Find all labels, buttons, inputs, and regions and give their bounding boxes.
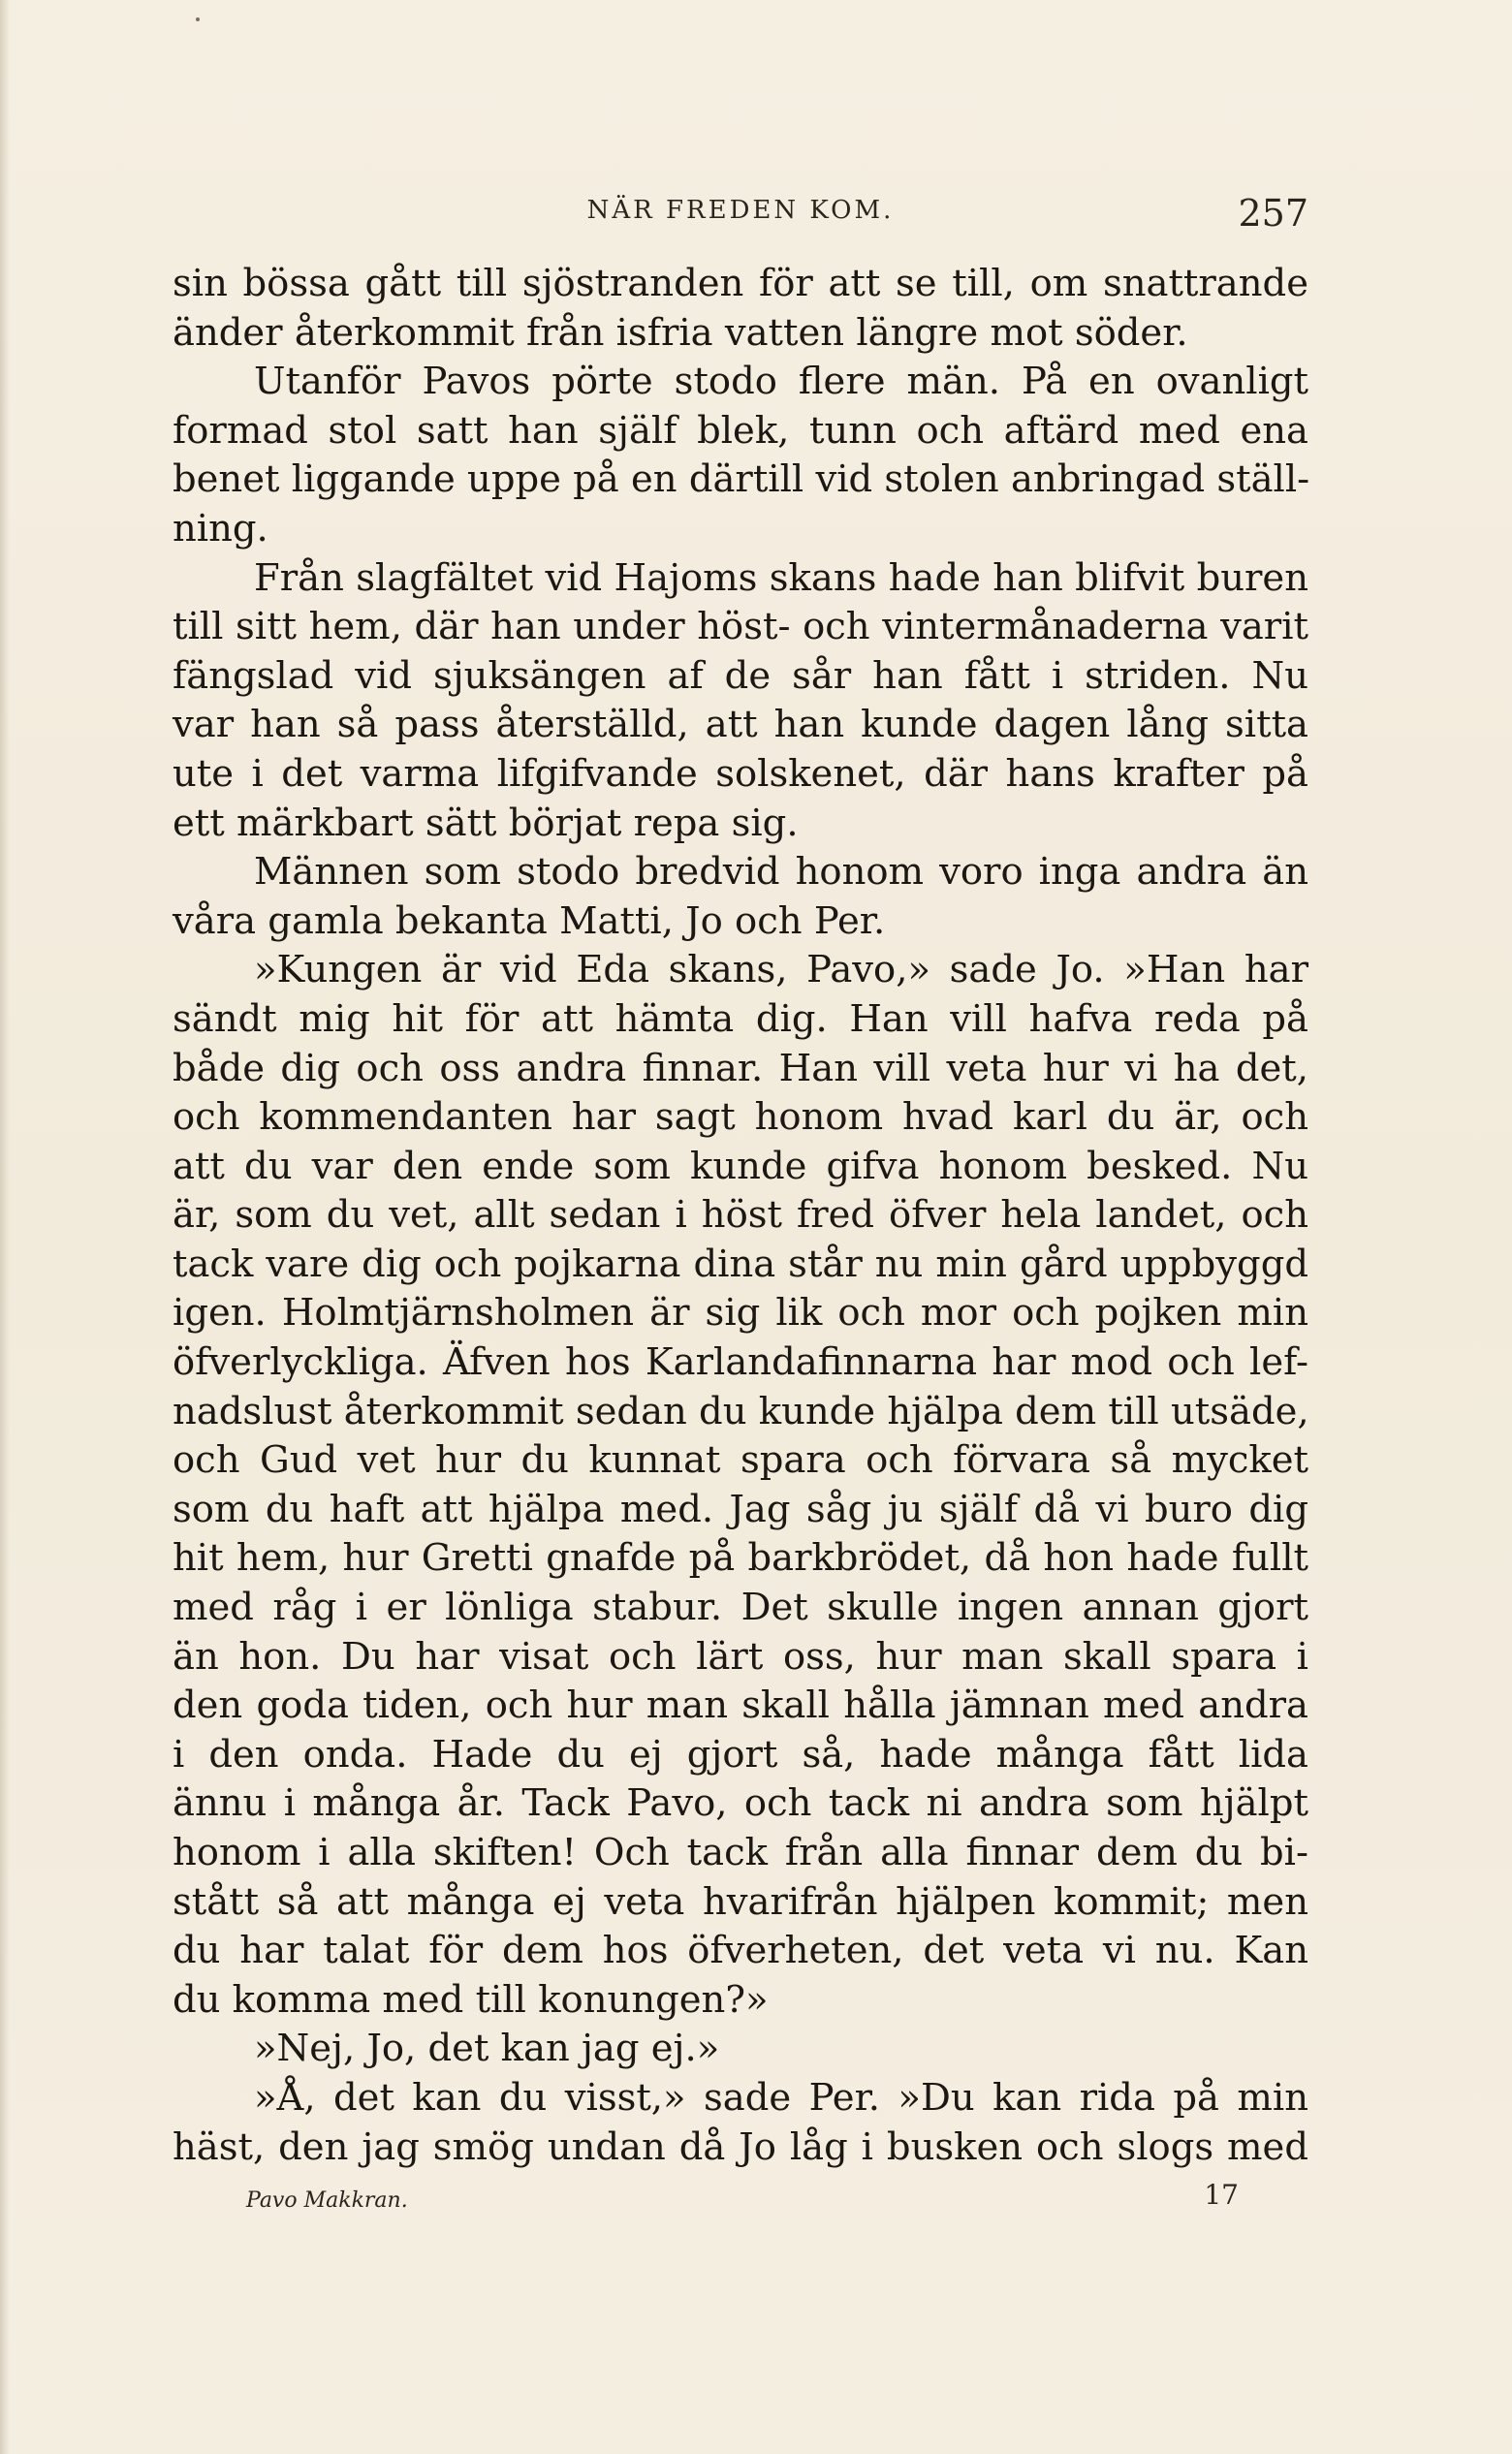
text-line: i den onda. Hade du ej gjort så, hade många fått lida [173,1732,1308,1777]
text-line: ännu i många år. Tack Pavo, och tack ni andra som hjälpt [173,1781,1308,1826]
text-line: till sitt hem, där han under höst- och vintermånaderna varit [173,605,1308,649]
text-line: än hon. Du har visat och lärt oss, hur man skall spara i [173,1634,1308,1679]
ink-speck [196,17,200,21]
text-line: ute i det varma lifgifvande solskenet, där hans krafter på [173,751,1308,796]
text-line: med råg i er lönliga stabur. Det skulle ingen annan gjort [173,1586,1308,1630]
text-line: änder återkommit från isfria vatten längre mot söder. [173,310,1188,355]
text-line: fängslad vid sjuksängen af de sår han fått i striden. Nu [173,653,1308,698]
page-footer [173,2179,1308,2218]
page-number: 257 [1238,192,1308,235]
sheet-number: 17 [1204,2179,1239,2211]
text-line: stått så att många ej veta hvarifrån hjälpen kommit; men [173,1879,1308,1924]
text-line: du har talat för dem hos öfverheten, det veta vi nu. Kan [173,1929,1308,1973]
text-line: »Å, det kan du visst,» sade Per. »Du kan rida på min [254,2075,1308,2120]
text-line: både dig och oss andra finnar. Han vill veta hur vi ha det, [173,1046,1308,1090]
text-line: våra gamla bekanta Matti, Jo och Per. [173,898,886,943]
text-line: du komma med till konungen?» [173,1977,769,2022]
text-line: igen. Holmtjärnsholmen är sig lik och mor och pojken min [173,1291,1308,1336]
text-line: nadslust återkommit sedan du kunde hjälpa dem till utsäde, [173,1389,1309,1433]
text-line: häst, den jag smög undan då Jo låg i busken och slogs med [173,2124,1308,2169]
body-text [173,260,1308,2172]
text-line: ning. [173,506,268,551]
text-line: Männen som stodo bredvid honom voro inga andra än [254,850,1308,895]
text-line: Från slagfältet vid Hajoms skans hade han blifvit buren [254,555,1308,600]
page-edge-shadow [0,0,10,2454]
text-line: och kommendanten har sagt honom hvad karl du är, och [173,1095,1308,1140]
page-header [173,192,1308,235]
text-line: formad stol satt han själf blek, tunn och aftärd med ena [173,408,1308,453]
text-line: den goda tiden, och hur man skall hålla jämnan med andra [173,1683,1308,1728]
text-line: benet liggande uppe på en därtill vid stolen anbringad ställ- [173,457,1310,502]
text-line: Utanför Pavos pörte stodo flere män. På en ovanligt [254,360,1308,404]
text-line: »Nej, Jo, det kan jag ej.» [254,2027,720,2071]
running-head: NÄR FREDEN KOM. [586,196,895,225]
text-line: ett märkbart sätt börjat repa sig. [173,801,799,845]
text-line: är, som du vet, allt sedan i höst fred öfver hela landet, och [173,1193,1308,1238]
text-line: hit hem, hur Gretti gnafde på barkbrödet, då hon hade fullt [173,1536,1308,1581]
signature-mark: Pavo Makkran. [246,2188,408,2213]
text-line: öfverlyckliga. Äfven hos Karlandafinnarna har mod och lef- [173,1340,1308,1385]
text-line: att du var den ende som kunde gifva honom besked. Nu [173,1144,1308,1188]
text-line: som du haft att hjälpa med. Jag såg ju själf då vi buro dig [173,1487,1308,1531]
text-line: sändt mig hit för att hämta dig. Han vill hafva reda på [173,996,1308,1041]
text-line: och Gud vet hur du kunnat spara och förvara så mycket [173,1438,1308,1483]
text-line: tack vare dig och pojkarna dina står nu min gård uppbyggd [173,1242,1308,1286]
text-line: sin bössa gått till sjöstranden för att se till, om snattrande [173,262,1308,305]
text-line: honom i alla skiften! Och tack från alla finnar dem du bi- [173,1831,1308,1874]
text-line: var han så pass återställd, att han kunde dagen lång sitta [173,703,1308,747]
text-line: »Kungen är vid Eda skans, Pavo,» sade Jo. »Han har [254,948,1308,992]
